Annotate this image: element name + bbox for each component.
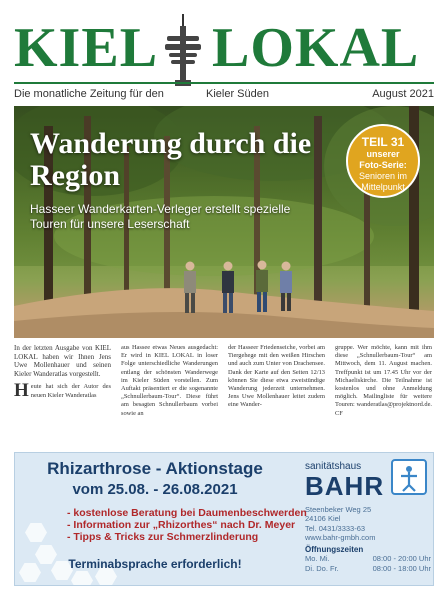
masthead-tagline: Die monatliche Zeitung für den [14, 88, 164, 100]
ad-hours-time: 08:00 - 20:00 Uhr [372, 554, 431, 564]
ad-hours-time: 08:00 - 18:00 Uhr [372, 563, 431, 573]
tv-tower-logo-icon [161, 14, 205, 86]
series-badge [346, 124, 420, 198]
badge-label-4: Mittelpunkt [361, 182, 405, 192]
ad-bullet: - Information zur „Rhizorthes“ nach Dr. Meyer [67, 519, 296, 531]
ad-title: Rhizarthrose - Aktionstage [47, 459, 263, 478]
article-paragraph [14, 380, 111, 402]
ad-hours-row [305, 564, 431, 573]
hero-headline: Wanderung durch die Region [30, 127, 312, 192]
hero-photo [14, 106, 434, 338]
ad-brand-small: sanitätshaus [305, 461, 362, 472]
ad-hours-days: Di. Do. Fr. [305, 563, 339, 573]
ad-hours-heading: Öffnungszeiten [305, 545, 364, 555]
ad-phone: Tel. 0431/3333-63 [305, 523, 366, 533]
badge-label-1: unserer [366, 149, 400, 159]
article-column-2: aus Hassee etwas Neues ausgedacht: Er wird in KIEL LOKAL in loser Folge unterschiedliche Wanderungen entlang der schönsten Wanderwege im Kieler Süden vorstellen. Zum Auftakt präsentiert er die sogenannte „Schnullerbaum-Tour“. Diese führt am besagten Schnullerbaum vorbei sowie an [121, 344, 218, 417]
article-body [14, 344, 434, 446]
masthead [0, 0, 448, 110]
article-column-1 [14, 344, 111, 446]
dropcap: H [14, 380, 29, 402]
bahr-logo-icon [391, 459, 427, 495]
article-column-3: der Hasseer Friedenseiche, vorbei am Tiergehege mit den weißen Hirschen und auch zum Unter von Drachensee. Dank der Karte auf den Seiten 12/13 können Sie diese etwa zweistündige Wanderung jederzeit unternehmen. Jens Uwe Mollenhauer leitet zudem eine Wander- [228, 344, 325, 409]
ad-contact-info [305, 505, 431, 573]
ad-date-range: vom 25.08. - 26.08.2021 [72, 481, 238, 498]
ad-bullet-list [67, 507, 307, 543]
masthead-title-left: KIEL [14, 17, 159, 79]
ad-bullet: - kostenlose Beratung bei Daumenbeschwerden [67, 507, 307, 519]
hero-subheadline: Hasseer Wanderkarten-Verleger erstellt spezielle Touren für unsere Leserschaft [30, 202, 291, 231]
article-text: eute hat sich der Autor des neuen Kieler Wanderatlas [30, 383, 111, 399]
hexagon-decoration [71, 571, 93, 586]
badge-label-2: Foto-Serie: [359, 160, 407, 170]
badge-part: TEIL 31 [361, 135, 405, 149]
ad-address-street: Steenbeker Weg 25 [305, 505, 372, 514]
masthead-title-right: LOKAL [212, 17, 420, 79]
masthead-rule [14, 82, 434, 84]
ad-hours-days: Mo. Mi. [305, 554, 330, 564]
ad-bullet: - Tipps & Tricks zur Schmerzlinderung [67, 531, 259, 543]
ad-call-to-action: Terminabsprache erforderlich! [68, 557, 242, 571]
masthead-region: Kieler Süden [206, 88, 269, 100]
badge-label-3: Senioren im [358, 171, 408, 181]
ad-hours-row [305, 554, 431, 563]
ad-brand-name: BAHR [305, 471, 385, 501]
article-column-4: gruppe. Wer möchte, kann mit ihm diese „Schnullerbaum-Tour“ am Mittwoch, dem 11. August machen. Treffpunkt ist um 17.45 Uhr vor der Michaeliskirche. Die Teilnahme ist kostenlos und ohne Anmeldung möglich. Mailingliste für weitere Touren: wanderatlas@projektnord.de. CF [335, 344, 432, 417]
hexagon-decoration [25, 523, 47, 542]
advertisement [14, 452, 434, 586]
issue-date: August 2021 [372, 88, 434, 100]
ad-address-city: 24106 Kiel [305, 514, 341, 524]
ad-website-link[interactable]: www.bahr-gmbh.com [305, 532, 376, 542]
article-intro: In der letzten Ausgabe von KIEL LOKAL haben wir Ihnen Jens Uwe Mollenhauer und seinen Kieler Wanderatlas vorgestellt. [14, 344, 111, 378]
